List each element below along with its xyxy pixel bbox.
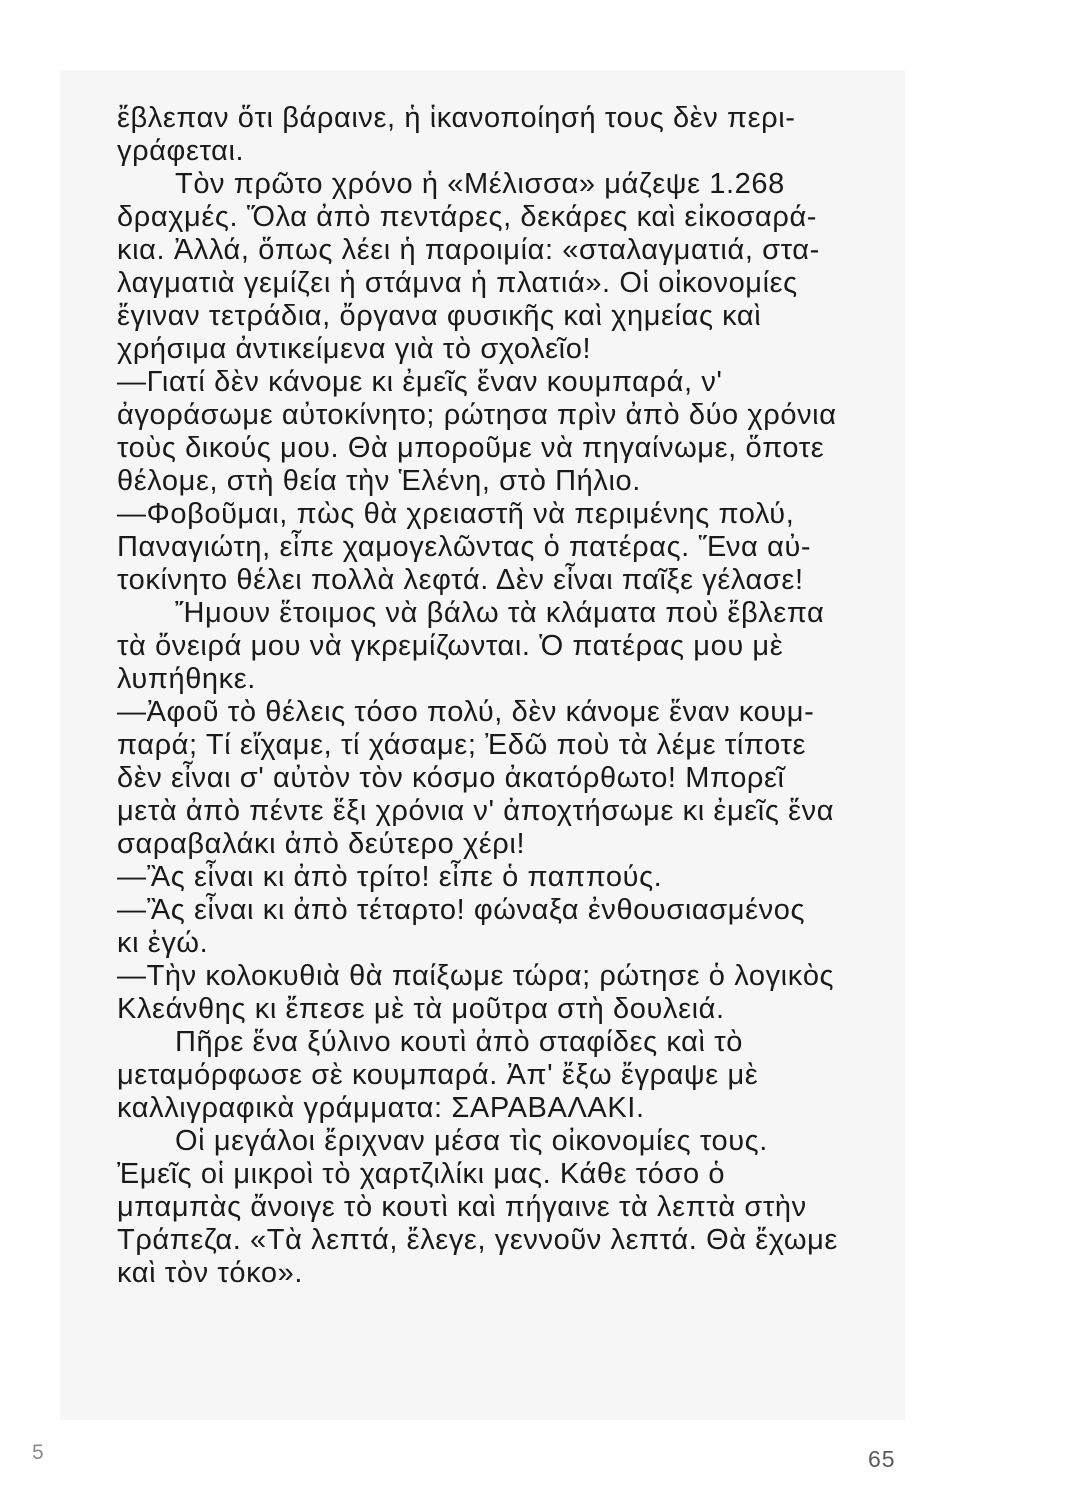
text-line: χρήσιμα ἀντικείμενα γιὰ τὸ σχολεῖο! [117,333,592,365]
text-line: —Φοβοῦμαι, πὼς θὰ χρειαστῆ νὰ περιμένης πολύ, [117,498,795,530]
text-line: Παναγιώτη, εἶπε χαμογελῶντας ὁ πατέρας. Ἕνα αὐ- [117,531,812,563]
text-line: τοκίνητο θέλει πολλὰ λεφτά. Δὲν εἶναι παῖξε γέλασε! [117,564,804,596]
text-line: —Γιατί δὲν κάνομε κι ἐμεῖς ἕναν κουμπαρά, ν' [117,366,723,398]
signature-mark: 5 [32,1441,44,1464]
text-line: Τὸν πρῶτο χρόνο ἡ «Μέλισσα» μάζεψε 1.268 [175,168,785,200]
text-line: σαραβαλάκι ἀπὸ δεύτερο χέρι! [117,828,526,860]
text-line: Ἤμουν ἕτοιμος νὰ βάλω τὰ κλάματα ποὺ ἔβλεπα [175,597,825,629]
text-line: τοὺς δικούς μου. Θὰ μποροῦμε νὰ πηγαίνωμε, ὅποτε [117,432,825,464]
text-line: καλλιγραφικὰ γράμματα: ΣΑΡΑΒΑΛΑΚΙ. [117,1092,645,1124]
text-line: γράφεται. [117,135,245,167]
text-line: Κλεάνθης κι ἔπεσε μὲ τὰ μοῦτρα στὴ δουλειά. [117,993,725,1025]
text-line: μεταμόρφωσε σὲ κουμπαρά. Ἀπ' ἔξω ἔγραψε μὲ [117,1059,759,1091]
text-line: μπαμπὰς ἄνοιγε τὸ κουτὶ καὶ πήγαινε τὰ λεπτὰ στὴν [117,1191,807,1223]
page-number: 65 [868,1446,896,1472]
text-line: θέλομε, στὴ θεία τὴν Ἑλένη, στὸ Πήλιο. [117,465,641,497]
body-text [117,102,897,1290]
text-line: λυπήθηκε. [117,663,256,695]
text-line: κια. Ἀλλά, ὅπως λέει ἡ παροιμία: «σταλαγματιά, στα- [117,234,820,266]
text-line: ἀγοράσωμε αὐτοκίνητο; ρώτησα πρὶν ἀπὸ δύο χρόνια [117,399,837,431]
text-line: παρά; Τί εἴχαμε, τί χάσαμε; Ἐδῶ ποὺ τὰ λέμε τίποτε [117,729,806,761]
text-line: κι ἐγώ. [117,927,209,959]
text-line: ἔγιναν τετράδια, ὄργανα φυσικῆς καὶ χημείας καὶ [117,300,762,332]
text-line: —Ἀφοῦ τὸ θέλεις τόσο πολύ, δὲν κάνομε ἕναν κουμ- [117,696,815,728]
text-line: τὰ ὄνειρά μου νὰ γκρεμίζωνται. Ὁ πατέρας μου μὲ [117,630,784,662]
text-line: μετὰ ἀπὸ πέντε ἕξι χρόνια ν' ἀποχτήσωμε κι ἐμεῖς ἕνα [117,795,835,827]
text-line: —Ἂς εἶναι κι ἀπὸ τρίτο! εἶπε ὁ παππούς. [117,861,663,893]
text-line: Πῆρε ἕνα ξύλινο κουτὶ ἀπὸ σταφίδες καὶ τὸ [175,1026,743,1058]
text-line: —Τὴν κολοκυθιὰ θὰ παίξωμε τώρα; ρώτησε ὁ λογικὸς [117,960,835,992]
text-line: δὲν εἶναι σ' αὐτὸν τὸν κόσμο ἀκατόρθωτο! Μπορεῖ [117,762,785,794]
text-line: λαγματιὰ γεμίζει ἡ στάμνα ἡ πλατιά». Οἱ οἰκονομίες [117,267,798,299]
text-line: καὶ τὸν τόκο». [117,1257,303,1289]
text-line: Ἐμεῖς οἱ μικροὶ τὸ χαρτζιλίκι μας. Κάθε τόσο ὁ [117,1158,726,1190]
text-line: Οἱ μεγάλοι ἔριχναν μέσα τὶς οἰκονομίες τους. [175,1125,768,1157]
text-line: Τράπεζα. «Τὰ λεπτά, ἔλεγε, γεννοῦν λεπτά. Θὰ ἔχωμε [117,1224,838,1256]
text-line: ἔβλεπαν ὅτι βάραινε, ἡ ἱκανοποίησή τους δὲν περι- [117,102,796,134]
text-line: —Ἂς εἶναι κι ἀπὸ τέταρτο! φώναξα ἐνθουσιασμένος [117,894,806,926]
text-line: δραχμές. Ὅλα ἀπὸ πεντάρες, δεκάρες καὶ εἰκοσαρά- [117,201,818,233]
